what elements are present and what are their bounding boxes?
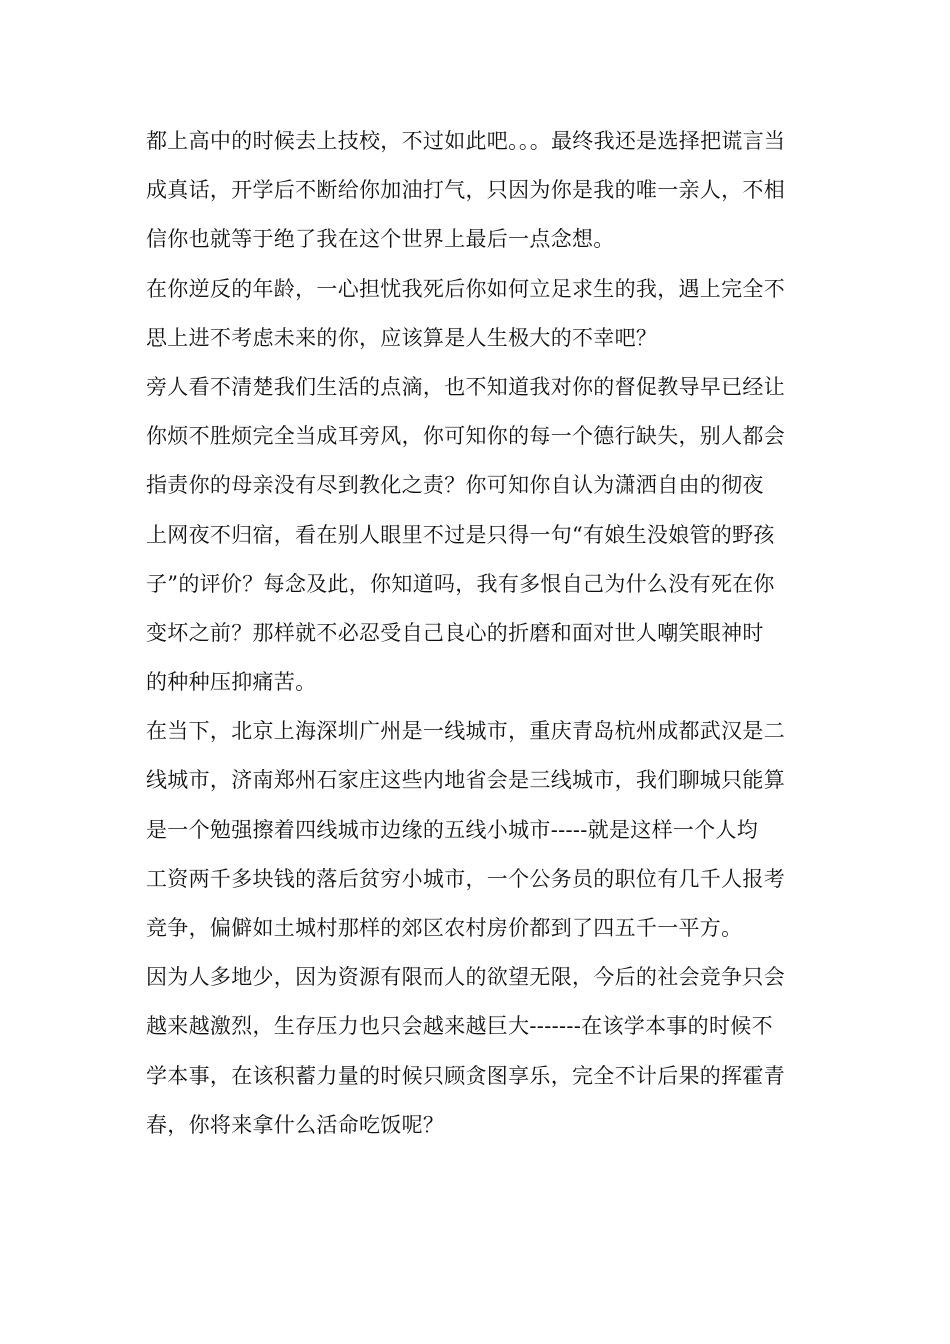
text-line: 都上高中的时候去上技校，不过如此吧。。。最终我还是选择把谎言当 xyxy=(146,129,786,153)
text-line: 工资两千多块钱的落后贫穷小城市，一个公务员的职位有几千人报考 xyxy=(146,866,785,891)
text-line: 上网夜不归宿，看在别人眼里不过是只得一句“有娘生没娘管的野孩 xyxy=(146,522,775,547)
text-line: 越来越激烈，生存压力也只会越来越巨大-------在该学本事的时候不 xyxy=(146,1014,773,1039)
text-line: 思上进不考虑未来的你，应该算是人生极大的不幸吧？ xyxy=(146,325,658,350)
text-line: 在你逆反的年龄，一心担忧我死后你如何立足求生的我，遇上完全不 xyxy=(146,276,785,301)
text-line: 成真话，开学后不断给你加油打气，只因为你是我的唯一亲人，不相 xyxy=(146,178,785,203)
text-line: 是一个勉强擦着四线城市边缘的五线小城市-----就是这样一个人均 xyxy=(146,817,759,842)
text-line: 竞争，偏僻如土城村那样的郊区农村房价都到了四五千一平方。 xyxy=(146,916,743,940)
text-line: 指责你的母亲没有尽到教化之责？你可知你自认为潇洒自由的彻夜 xyxy=(146,473,764,498)
text-line: 信你也就等于绝了我在这个世界上最后一点念想。 xyxy=(146,227,615,252)
text-line: 旁人看不清楚我们生活的点滴，也不知道我对你的督促教导早已经让 xyxy=(146,374,785,399)
text-line: 变坏之前？那样就不必忍受自己良心的折磨和面对世人嘲笑眼神时 xyxy=(146,620,764,645)
text-line: 在当下，北京上海深圳广州是一线城市，重庆青岛杭州成都武汉是二 xyxy=(146,719,785,744)
text-line: 你烦不胜烦完全当成耳旁风，你可知你的每一个德行缺失，别人都会 xyxy=(146,424,785,449)
document-body xyxy=(146,117,810,1150)
text-line: 春，你将来拿什么活命吃饭呢？ xyxy=(146,1112,445,1137)
text-line: 的种种压抑痛苦。 xyxy=(146,670,317,695)
text-line: 学本事，在该积蓄力量的时候只顾贪图享乐，完全不计后果的挥霍青 xyxy=(146,1063,785,1088)
text-line: 子”的评价？每念及此，你知道吗，我有多恨自己为什么没有死在你 xyxy=(146,571,775,596)
text-line: 因为人多地少，因为资源有限而人的欲望无限，今后的社会竞争只会 xyxy=(146,965,785,990)
text-line: 线城市，济南郑州石家庄这些内地省会是三线城市，我们聊城只能算 xyxy=(146,768,785,793)
